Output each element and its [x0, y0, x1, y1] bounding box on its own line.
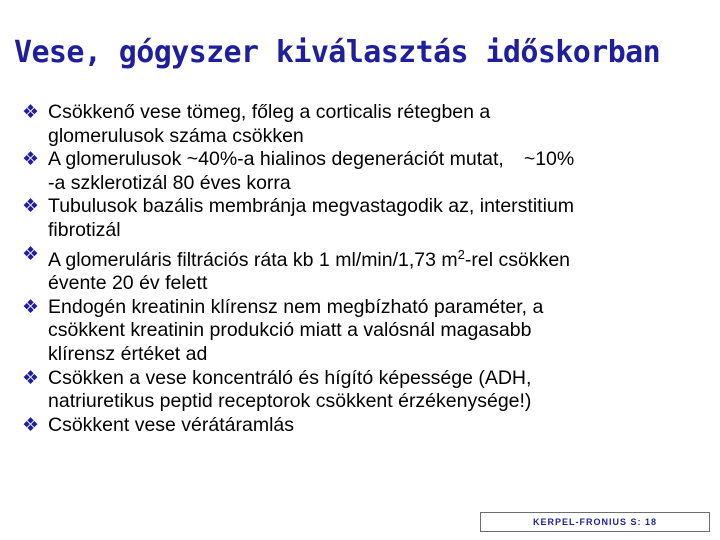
diamond-bullet-icon: ❖ — [22, 195, 40, 218]
superscript: 2 — [457, 246, 465, 262]
footer-citation: KERPEL-FRONIUS S: 18 — [480, 512, 710, 532]
bullet-text: -rel csökken — [464, 248, 571, 271]
diamond-bullet-icon: ❖ — [22, 148, 40, 171]
diamond-bullet-icon: ❖ — [22, 366, 40, 389]
diamond-bullet-icon: ❖ — [22, 413, 40, 436]
bullet-line — [48, 243, 712, 273]
bullet-line: klírensz értéket ad — [48, 342, 208, 365]
bullet-line: Endogén kreatinin klírensz nem megbízható paraméter, a — [48, 295, 544, 318]
bullet-line: Csökken a vese koncentráló és hígító képessége (ADH, — [48, 366, 532, 389]
bullet-line: fibrotizál — [48, 218, 121, 241]
bullet-item — [22, 243, 712, 296]
bullet-line: glomerulusok száma csökken — [48, 124, 304, 147]
diamond-bullet-icon: ❖ — [22, 101, 40, 123]
bullet-item — [22, 101, 712, 148]
slide-title: Vese, gógyszer kiválasztás időskorban — [14, 35, 661, 70]
diamond-bullet-icon: ❖ — [22, 295, 40, 318]
bullet-line: évente 20 év felett — [48, 272, 208, 295]
bullet-line: Csökkent vese vérátáramlás — [48, 413, 295, 436]
bullet-list — [22, 101, 712, 437]
bullet-item — [22, 367, 712, 414]
bullet-line: csökkent kreatinin produkció miatt a valósnál magasabb — [48, 319, 532, 342]
bullet-line: Csökkenő vese tömeg, főleg a corticalis rétegben a — [48, 101, 491, 123]
bullet-text: A glomeruláris filtrációs ráta kb 1 ml/min/1,73 m — [48, 248, 458, 271]
bullet-item — [22, 296, 712, 367]
bullet-item — [22, 195, 712, 242]
diamond-bullet-icon: ❖ — [22, 242, 40, 265]
bullet-text: ~10% — [523, 148, 575, 171]
bullet-item — [22, 148, 712, 195]
bullet-line — [48, 148, 712, 172]
bullet-line: -a szklerotizál 80 éves korra — [48, 171, 291, 194]
bullet-text: A glomerulusok ~40%-a hialinos degenerációt mutat, — [48, 148, 504, 171]
bullet-line: Tubulusok bazális membránja megvastagodik az, interstitium — [48, 195, 575, 218]
bullet-line: natriuretikus peptid receptorok csökkent érzékenysége!) — [48, 390, 532, 413]
bullet-item — [22, 414, 712, 438]
